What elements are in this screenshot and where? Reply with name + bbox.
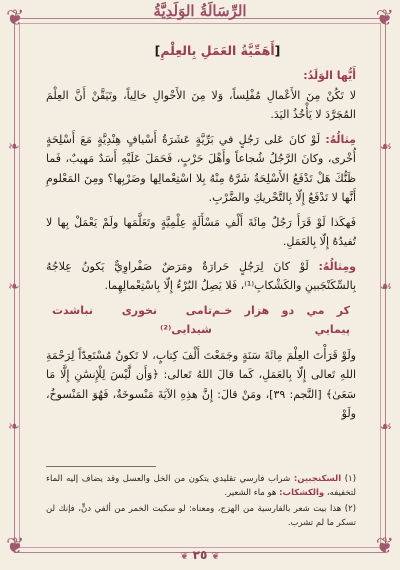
example-text: لَوْ كانَ لِرَجُلٍ حَرارَةٌ ومَرَضٌ صَفْراوِيٌّ يَكونُ عِلاجُهُ بِالسِّكَنْجَبينِ والكَشْكابِ⁽¹⁾، فَلا يَصِلُ البُرْءُ إِلّا بِاسْتِعْمالِهِما. bbox=[46, 259, 356, 292]
heading-bracket-open: [ bbox=[274, 43, 281, 58]
running-header: الرِّسَالَةُ الوَلَدِيَّةُ bbox=[153, 2, 247, 20]
heading-bracket-close: ] bbox=[154, 43, 161, 58]
page-number-value: ٢٥ bbox=[192, 548, 208, 562]
side-ornament-icon: ❧ bbox=[8, 139, 20, 155]
paragraph bbox=[46, 346, 356, 424]
corner-ornament-icon: ❦ bbox=[375, 6, 394, 31]
footnote-text: شراب فارسي تقليدي يتكون من الخل والعسل وقد يضاف إليه الماء لتخفيفه، bbox=[46, 474, 356, 498]
body-text bbox=[46, 66, 356, 429]
page-number bbox=[0, 548, 400, 562]
vocative: أَيُّها الوَلَدُ: bbox=[303, 69, 356, 82]
quran-verse: ﴿وَأَن لَّيْسَ لِلْإِنسَٰنِ إِلَّا مَا سَعَىٰ﴾ bbox=[46, 368, 356, 401]
paragraph-text: [النَّجم: ٣٩]، ومَنْ قالَ: إِنَّ هذِهِ الآيَةَ مَنْسوخَةٌ، فَهُوَ المَنْسوخُ، ولَوْ bbox=[46, 387, 356, 420]
side-ornament-icon: ☙ bbox=[379, 139, 392, 155]
example-label: مِثالُهُ: bbox=[325, 132, 356, 146]
footnote-text: هو ماء الشعير. bbox=[224, 488, 277, 498]
paragraph-example bbox=[46, 257, 356, 296]
corner-ornament-icon: ❦ bbox=[375, 534, 394, 559]
page-number-ornament-icon: ❦ bbox=[180, 551, 189, 562]
footnote bbox=[46, 502, 356, 530]
side-ornament-icon: ☙ bbox=[379, 279, 392, 295]
corner-ornament-icon: ❦ bbox=[6, 534, 25, 559]
example-text: لَوْ كانَ عَلى رَجُلٍ في بَرِّيَّةٍ عَشَرَةُ أَسْيافٍ هِنْدِيَّةٍ مَعَ أَسْلِحَةٍ أُخْرى، وكانَ الرَّجُلُ شُجاعاً وأَهْلَ حَرْبٍ، فَحَمَلَ عَلَيْهِ أَسَدٌ مَهيبٌ، فَما ظَنُّكَ هَلْ تَدْفَعُ الأَسْلِحَةُ شَرَّهُ مِنْهُ بِلا اسْتِعْمالِها وضَرْبِها؟ ومِنَ المَعْلومِ أَنَّها لا تَدْفَعُ إِلّا بِالتَّحْريكِ والضَّرْبِ. bbox=[46, 132, 356, 204]
section-heading bbox=[145, 40, 290, 62]
footnote bbox=[46, 472, 356, 500]
footnotes bbox=[46, 472, 356, 532]
footnote-text: هذا بيت شعر بالفارسية من الهزج، ومعناه: لو سكبت الخمر من ألفي دنٍّ، فإنك لن تسكر ما لم تشرب. bbox=[46, 504, 356, 528]
paragraph-text: ولَوْ قَرَأْتَ العِلْمَ مِائَةَ سَنَةٍ وجَمَعْتَ أَلْفَ كِتابٍ، لا تَكونُ مُسْتَعِدّاً لِرَحْمَةِ اللهِ تَعالى إِلّا بِالعَمَلِ، كَما قالَ اللهُ تَعالى: bbox=[46, 348, 357, 381]
footnote-separator bbox=[46, 466, 156, 467]
verse-hemistich-left: تامی نخوری نباشدت شیدایی⁽²⁾ bbox=[52, 303, 212, 336]
side-ornament-icon: ☙ bbox=[379, 419, 392, 435]
footnote-term: والكشكاب: bbox=[279, 488, 325, 498]
paragraph: لا تَكُنْ مِنَ الأَعْمالِ مُفْلِساً، وَلا مِنَ الأَحْوالِ خالِياً، وتَيَقَّنْ أَنَّ العِلْمَ المُجَرَّدَ لا يَأْخُذُ اليَدَ. bbox=[46, 88, 356, 121]
section-heading-text: أَهَمِّيَّةُ العَمَلِ بِالعِلْمِ bbox=[160, 43, 275, 58]
footnote-term: السكنجبين: bbox=[293, 474, 342, 484]
paragraph-example bbox=[46, 130, 356, 208]
footnote-number: (١) bbox=[344, 474, 357, 484]
persian-verse bbox=[52, 301, 350, 340]
page-number-ornament-icon: ❦ bbox=[211, 551, 220, 562]
paragraph: فَهكَذا لَوْ قَرَأَ رَجُلٌ مِائَةَ أَلْفِ مَسْأَلَةٍ عِلْمِيَّةٍ وتَعَلَّمَها ولَمْ يَعْمَلْ بِها لا تُفيدُهُ إِلّا بِالعَمَلِ. bbox=[46, 215, 356, 248]
footnote-number: (٢) bbox=[344, 504, 357, 514]
side-ornament-icon: ❧ bbox=[8, 279, 20, 295]
example-label: ومِثالُهُ: bbox=[318, 259, 356, 273]
verse-hemistich-right: كر مي دو هزار خـم پيمايي bbox=[212, 303, 350, 336]
corner-ornament-icon: ❦ bbox=[6, 6, 25, 31]
side-ornament-icon: ❧ bbox=[8, 419, 20, 435]
